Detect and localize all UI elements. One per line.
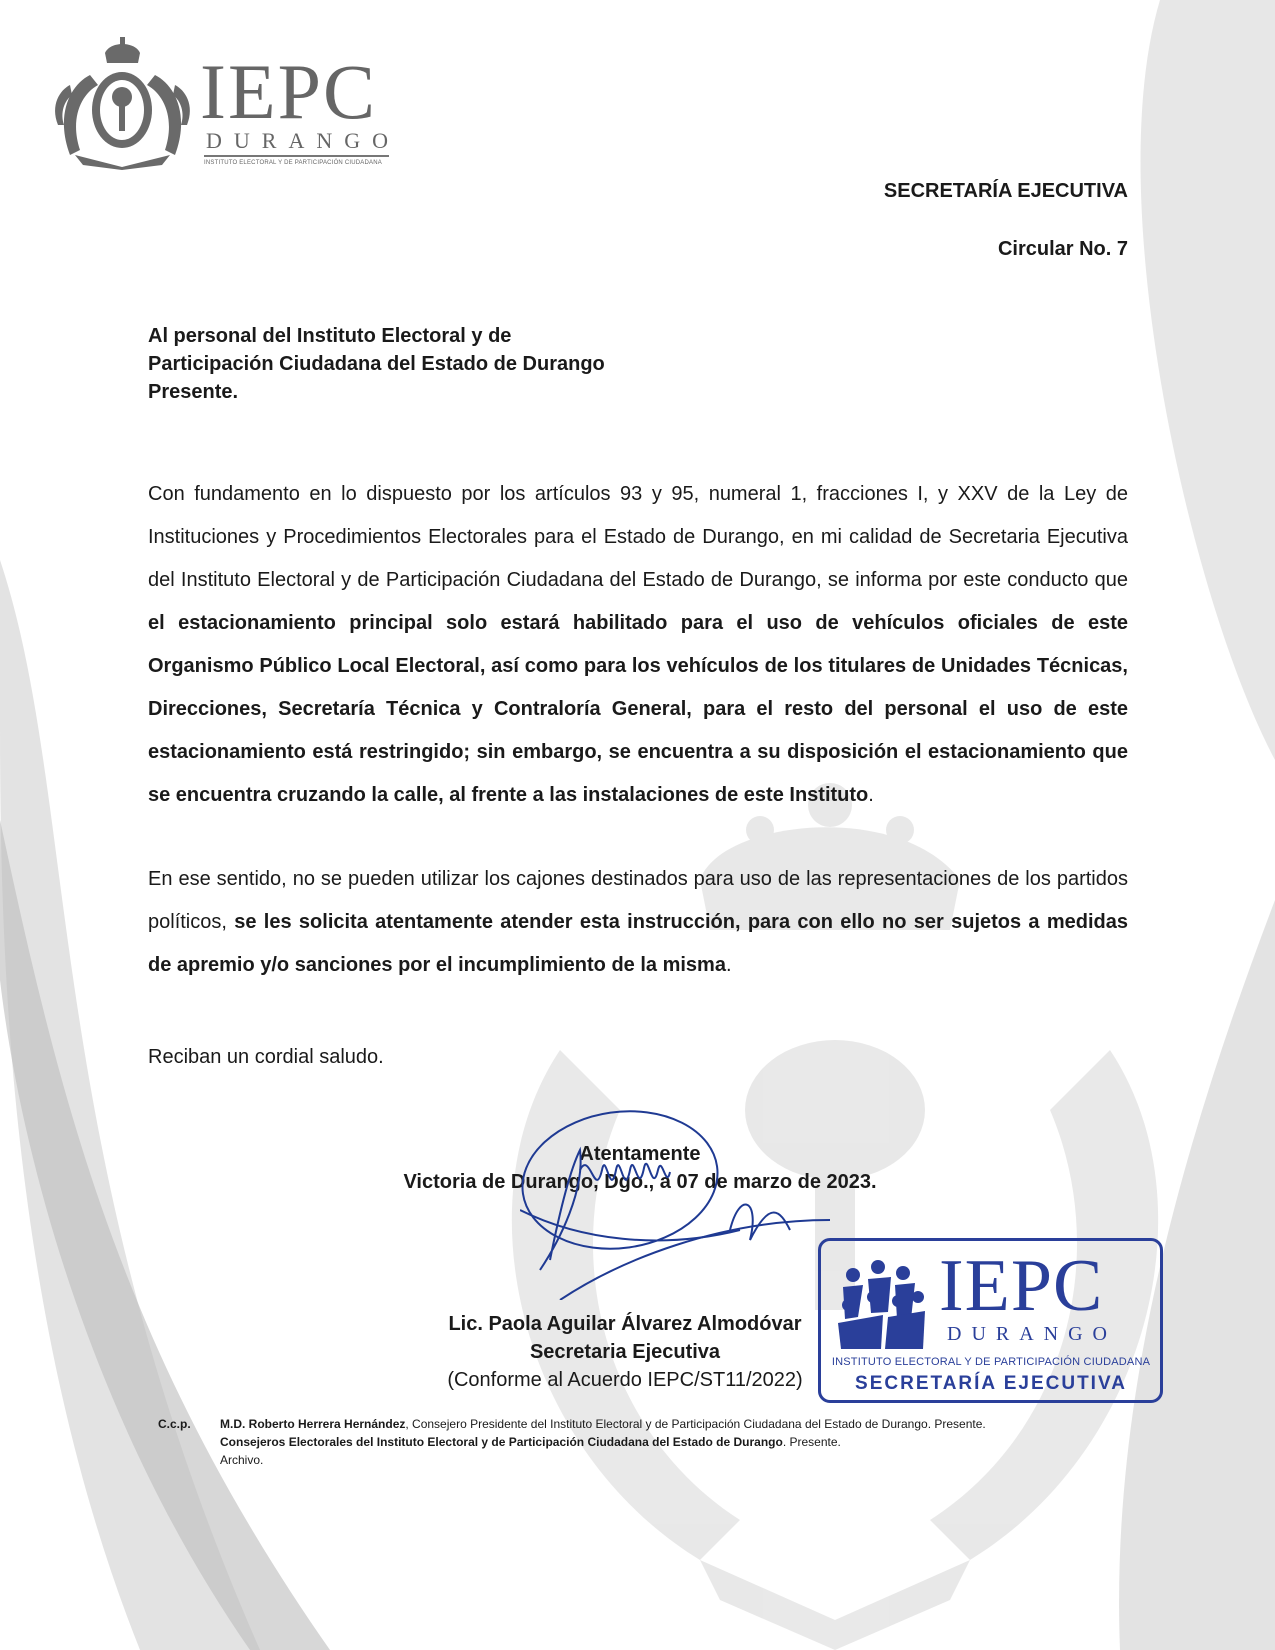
ccp-recipient-detail: , Consejero Presidente del Instituto Electoral y de Participación Ciudadana del Estado de Durango. Presente. (405, 1417, 986, 1431)
people-figures-icon (833, 1257, 931, 1352)
paragraph-text: En ese sentido, no se pueden utilizar los cajones destinados para uso de las representaciones de los partidos políticos, (148, 868, 1128, 933)
logo-institute: INSTITUTO ELECTORAL Y DE PARTICIPACIÓN CIUDADANA (204, 160, 382, 166)
body-paragraph-2 (148, 858, 1128, 987)
ccp-recipient (220, 1433, 1138, 1451)
ccp-recipient-name: M.D. Roberto Herrera Hernández (220, 1417, 406, 1431)
carbon-copy-list (158, 1415, 1138, 1469)
signer-agreement: (Conforme al Acuerdo IEPC/ST11/2022) (447, 1369, 803, 1391)
addressee-line: Participación Ciudadana del Estado de Durango (148, 353, 605, 375)
body-paragraph-3: Reciban un cordial saludo. (148, 1046, 384, 1068)
ccp-recipient-name: Consejeros Electorales del Instituto Electoral y de Participación Ciudadana del Estado de Durango (220, 1435, 783, 1449)
logo-city: DURANGO (206, 128, 400, 153)
circular-number: Circular No. 7 (997, 238, 1128, 260)
paragraph-bold-text: el estacionamiento principal solo estará habilitado para el uso de vehículos oficiales de este Organismo Público Local Electoral, así como para los vehículos de los titulares de Unidades Técnicas, Direcciones, Secretaría Técnica y Contraloría General, para el resto del personal el uso de este estacionamiento está restringido; sin embargo, se encuentra a su disposición el estacionamiento que se encuentra cruzando la calle, al frente a las instalaciones de este Instituto (148, 612, 1128, 806)
paragraph-text: . (868, 784, 874, 806)
body-paragraph-1 (148, 473, 1128, 817)
ccp-recipient: Archivo. (220, 1453, 264, 1467)
iepc-logo (50, 35, 410, 170)
place-date: Victoria de Durango, Dgo., a 07 de marzo de 2023. (403, 1171, 877, 1193)
addressee-line: Al personal del Instituto Electoral y de (148, 325, 512, 347)
salutation: Atentamente (579, 1143, 701, 1165)
addressee (148, 322, 605, 406)
logo-brand: IEPC (200, 48, 378, 135)
signer-block (430, 1310, 820, 1394)
logo-divider (204, 155, 389, 157)
official-stamp (818, 1238, 1163, 1403)
department-heading: SECRETARÍA EJECUTIVA (883, 180, 1128, 202)
paragraph-bold-text: se les solicita atentamente atender esta instrucción, para con ello no ser sujetos a medidas de apremio y/o sanciones por el incumplimiento de la misma (148, 911, 1129, 976)
addressee-line: Presente. (148, 381, 239, 403)
stamp-city: DURANGO (947, 1323, 1117, 1345)
stamp-brand: IEPC (939, 1245, 1104, 1327)
handwritten-signature (520, 1110, 850, 1300)
signer-name: Lic. Paola Aguilar Álvarez Almodóvar (448, 1313, 802, 1335)
paragraph-text: . (725, 954, 732, 976)
iepc-crest-icon (50, 35, 195, 170)
ccp-recipient-detail: . Presente. (782, 1435, 841, 1449)
ccp-recipient (220, 1415, 1138, 1433)
stamp-institute: INSTITUTO ELECTORAL Y DE PARTICIPACIÓN CIUDADANA (831, 1356, 1151, 1368)
paragraph-text: Con fundamento en lo dispuesto por los artículos 93 y 95, numeral 1, fracciones I, y XXV de la Ley de Instituciones y Procedimientos Electorales para el Estado de Durango, en mi calidad de Secretaria Ejecutiva del Instituto Electoral y de Participación Ciudadana del Estado de Durango, se informa por este conducto que (148, 483, 1128, 591)
ccp-label: C.c.p. (158, 1417, 191, 1431)
signer-title: Secretaria Ejecutiva (529, 1341, 721, 1363)
stamp-office: SECRETARÍA EJECUTIVA (855, 1373, 1127, 1394)
